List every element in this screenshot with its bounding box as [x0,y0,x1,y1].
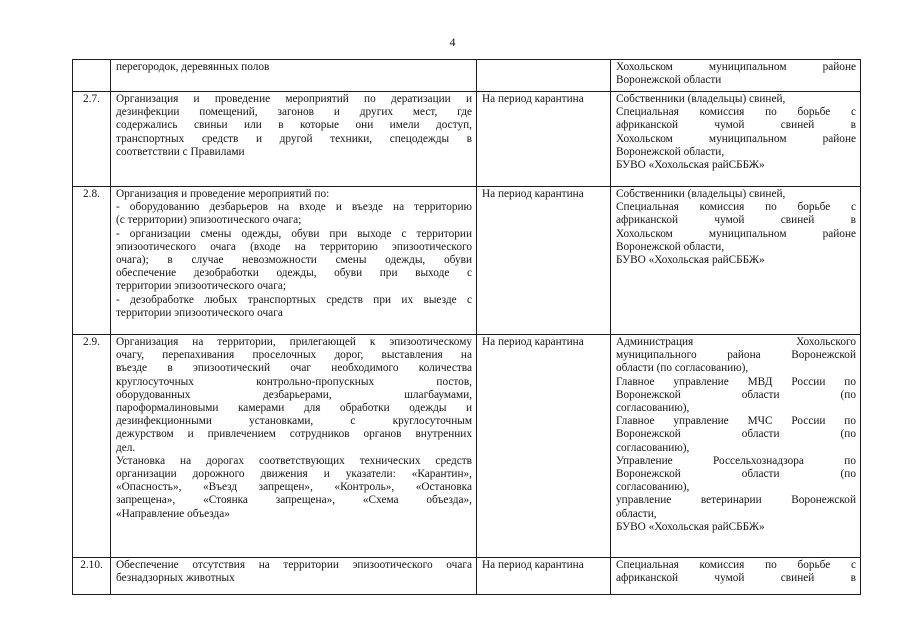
period-cell [477,60,611,92]
activity-line: транспортных средств и другой техники, спецодежды в [116,132,472,145]
responsible-line: Специальная комиссия по борьбе с [616,106,856,119]
responsible-line: африканской чумой свиней в [616,572,856,585]
item-number: 2.10. [73,558,111,595]
responsible-line: согласованию), [616,441,690,454]
period-cell: На период карантина [477,92,611,187]
responsible-cell [611,187,861,335]
responsible-line: Главное управление МВД России по [616,375,856,388]
responsible-line: БУВО «Хохольская райСББЖ» [616,159,765,172]
responsible-line: Главное управление МЧС России по [616,415,856,428]
activity-cell [111,60,477,92]
activity-cell [111,92,477,187]
activity-line: эпизоотического очага (входе на территорию эпизоотического [116,240,472,253]
responsible-line: Воронежской области (по [616,428,856,441]
measures-table [72,59,861,595]
activity-line: (с территории) эпизоотического очага; [116,214,302,227]
activity-line: содержались свиньи или в которые они имели доступ, [116,119,472,132]
responsible-line: Собственники (владельцы) свиней, [616,188,786,200]
table-row [73,558,861,595]
responsible-cell [611,60,861,92]
activity-line: территории эпизоотического очага [116,306,283,319]
responsible-line: Воронежской области (по [616,468,856,481]
responsible-line: Воронежской области, [616,240,725,253]
activity-line: безнадзорных животных [116,572,235,585]
responsible-line: Специальная комиссия по борьбе с [616,201,856,214]
activity-line: перегородок, деревянных полов [116,61,270,73]
page-number: 4 [449,35,456,49]
activity-line: - оборудованию дезбарьеров на входе и въезде на территорию [116,201,472,214]
activity-line: территории эпизоотического очага; [116,280,286,293]
item-number [73,60,111,92]
activity-line: дезинфекции помещений, загонов и других мест, где [116,106,472,119]
table-row [73,60,861,92]
responsible-line: Управление Россельхознадзора по [616,454,856,467]
responsible-line: Специальная комиссия по борьбе с [616,559,856,571]
responsible-line: Хохольском муниципальном районе [616,227,856,240]
responsible-cell [611,558,861,595]
activity-line: «Направление объезда» [116,507,230,520]
responsible-line: области (по согласованию), [616,362,749,375]
activity-cell [111,558,477,595]
responsible-line: африканской чумой свиней в [616,214,856,227]
activity-line: Организация на территории, прилегающей к эпизоотическому [116,336,472,348]
responsible-line: БУВО «Хохольская райСББЖ» [616,254,765,267]
activity-line: - дезобработке любых транспортных средств при их выезде с [116,293,472,306]
activity-line: дел. [116,441,136,454]
activity-line: «Опасность», «Въезд запрещен», «Контроль», «Остановка [116,481,472,494]
responsible-line: Администрация Хохольского [616,336,856,348]
responsible-line: Хохольском муниципальном районе [616,132,856,145]
table-row [73,335,861,558]
activity-line: запрещена», «Стоянка запрещена», «Схема объезда», [116,494,472,507]
responsible-line: управление ветеринарии Воронежской [616,494,856,507]
period-cell: На период карантина [477,187,611,335]
responsible-cell [611,92,861,187]
responsible-line: муниципального района Воронежской [616,349,856,362]
activity-line: организации дорожного движения и указатели: «Карантин», [116,468,472,481]
activity-line: соответствии с Правилами [116,145,245,158]
activity-line: обеспечение дезобработки одежды, обуви при выходе с [116,267,472,280]
activity-line: пароформалиновыми камерами для обработки одежды и [116,402,472,415]
item-number: 2.7. [73,92,111,187]
activity-line: Организация и проведение мероприятий по: [116,188,330,200]
activity-line: Организация и проведение мероприятий по дератизации и [116,93,472,105]
responsible-line: области, [616,507,657,520]
responsible-cell [611,335,861,558]
responsible-line: африканской чумой свиней в [616,119,856,132]
responsible-line: Воронежской области [616,74,722,87]
responsible-line: Хохольском муниципальном районе [616,61,856,73]
table-row [73,92,861,187]
activity-line: очага); в случае невозможности смены одежды, обуви [116,254,472,267]
activity-line: дезинфекционными установками, с круглосуточным [116,415,472,428]
responsible-line: согласованию), [616,481,690,494]
activity-line: оборудованных дезбарьерами, шлагбаумами, [116,388,472,401]
activity-cell [111,335,477,558]
activity-line: - организации смены одежды, обуви при выходе с территории [116,227,472,240]
activity-line: Установка на дорогах соответствующих технических средств [116,454,472,467]
activity-line: дежурством и привлечением сотрудников органов внутренних [116,428,472,441]
item-number: 2.9. [73,335,111,558]
activity-line: очагу, перепахивания проселочных дорог, выставления на [116,349,472,362]
responsible-line: Воронежской области, [616,145,725,158]
responsible-line: Воронежской области (по [616,388,856,401]
responsible-line: БУВО «Хохольская райСББЖ» [616,520,765,533]
activity-line: въезде в эпизоотический очаг необходимого количества [116,362,472,375]
activity-line: Обеспечение отсутствия на территории эпизоотического очага [116,559,472,571]
table-row [73,187,861,335]
activity-line: круглосуточных контрольно-пропускных постов, [116,375,472,388]
responsible-line: Собственники (владельцы) свиней, [616,93,786,105]
activity-cell [111,187,477,335]
period-cell: На период карантина [477,558,611,595]
responsible-line: согласованию), [616,402,690,415]
item-number: 2.8. [73,187,111,335]
period-cell: На период карантина [477,335,611,558]
